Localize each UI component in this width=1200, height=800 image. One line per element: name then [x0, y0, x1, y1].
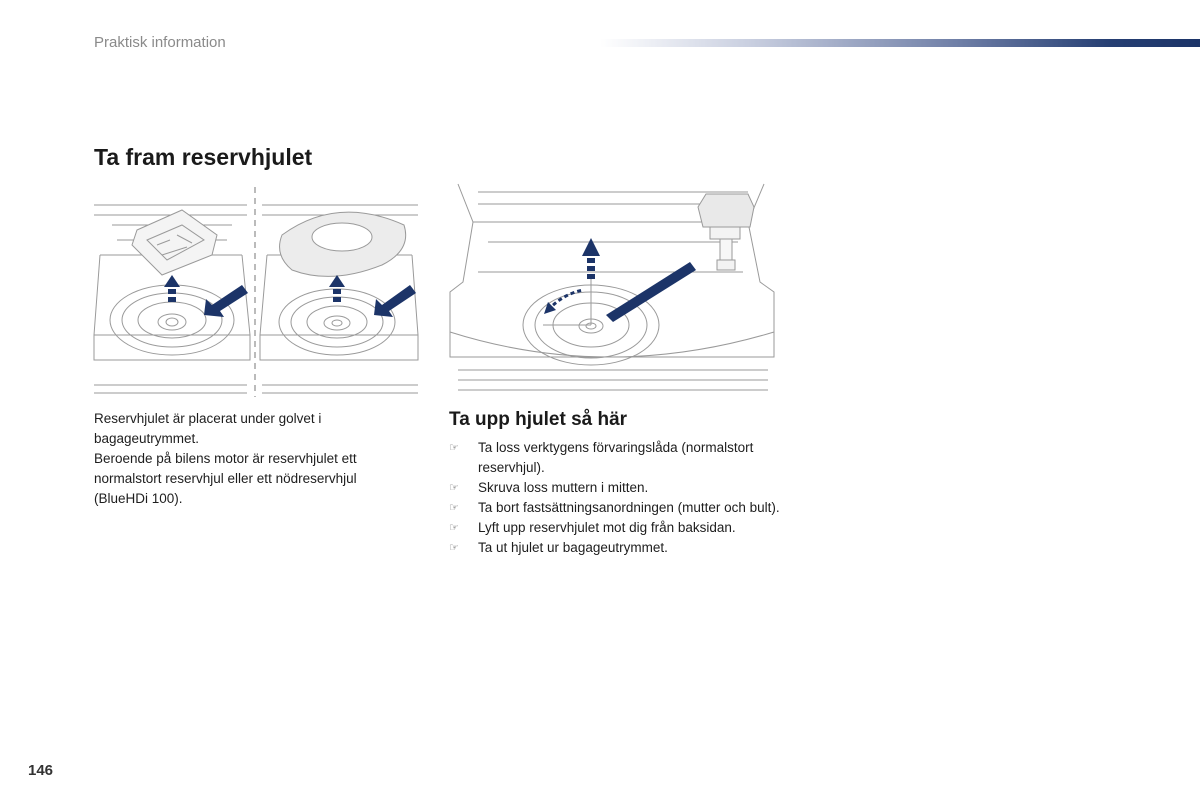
procedure-step	[449, 438, 789, 478]
section-title: Ta fram reservhjulet	[94, 144, 313, 170]
procedure-step	[449, 498, 789, 518]
procedure-title: Ta upp hjulet så här	[449, 409, 628, 430]
procedure-steps	[449, 438, 789, 558]
procedure-step	[449, 538, 789, 558]
pointing-hand-icon: ☞	[449, 542, 459, 554]
procedure-step-text: Ta bort fastsättningsanordningen (mutter och bult).	[478, 500, 780, 515]
pointing-hand-icon: ☞	[449, 442, 459, 454]
procedure-step-text: Ta ut hjulet ur bagageutrymmet.	[478, 540, 668, 555]
procedure-step-text: Lyft upp reservhjulet mot dig från baksidan.	[478, 520, 736, 535]
page-number: 146	[28, 762, 54, 779]
intro-paragraph-location: Reservhjulet är placerat under golvet i bagageutrymmet.	[94, 411, 322, 446]
procedure-step	[449, 478, 789, 498]
intro-text	[94, 409, 414, 509]
procedure-step-text: Ta loss verktygens förvaringslåda (normalstort reservhjul).	[478, 440, 754, 475]
pointing-hand-icon: ☞	[449, 502, 459, 514]
pointing-hand-icon: ☞	[449, 482, 459, 494]
pointing-hand-icon: ☞	[449, 522, 459, 534]
procedure-step	[449, 518, 789, 538]
intro-paragraph-variants: Beroende på bilens motor är reservhjulet ett normalstort reservhjul eller ett nödreservhjul (BlueHDi 100).	[94, 451, 357, 506]
figure-remove-spare-wheel	[448, 182, 776, 402]
header-title: Praktisk information	[94, 34, 226, 51]
procedure-step-text: Skruva loss muttern i mitten.	[478, 480, 649, 495]
figure-spare-wheel-toolbox	[92, 185, 420, 400]
header-accent-bar	[600, 39, 1200, 47]
